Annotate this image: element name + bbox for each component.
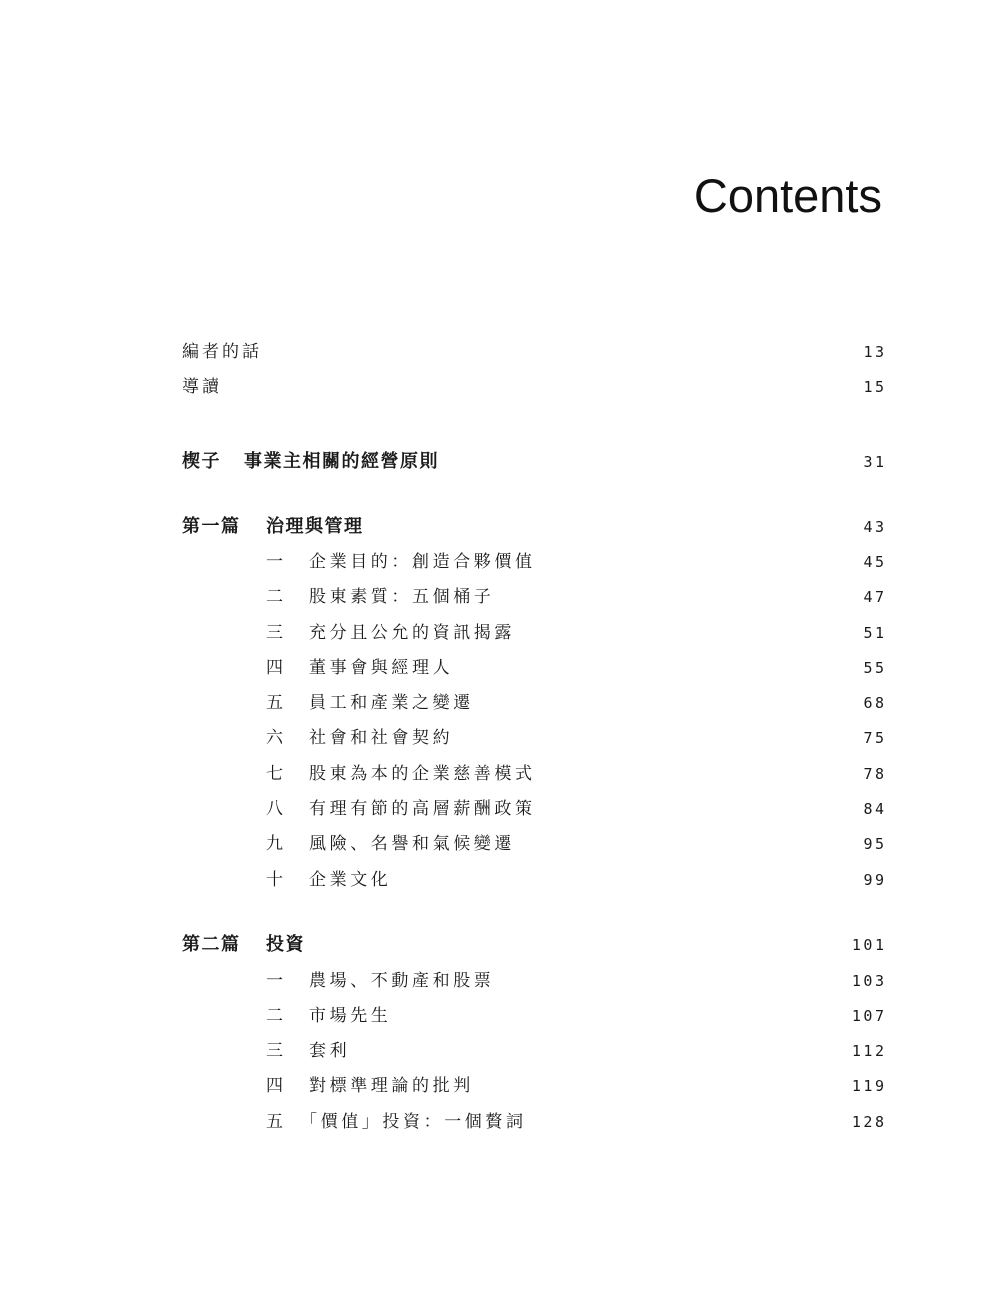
toc-section-part-2[interactable] (182, 931, 887, 959)
chapter-title: 市場先生 (309, 1006, 392, 1026)
section-title: 治理與管理 (266, 516, 364, 537)
toc-page-number: 107 (851, 1007, 887, 1025)
chapter-number: 一 (266, 552, 283, 572)
chapter-number: 三 (266, 1041, 283, 1061)
section-tag: 第一篇 (182, 516, 241, 537)
toc-chapter[interactable] (182, 619, 887, 647)
chapter-title: 有理有節的高層薪酬政策 (309, 799, 536, 819)
toc-chapter[interactable] (182, 866, 887, 894)
toc-chapter[interactable] (182, 689, 887, 717)
toc-page-number: 101 (851, 936, 887, 954)
chapter-number: 一 (266, 971, 283, 991)
toc-page-number: 15 (863, 378, 887, 396)
toc-chapter[interactable] (182, 583, 887, 611)
toc-chapter[interactable] (182, 795, 887, 823)
toc-page-number: 78 (863, 765, 887, 783)
toc-page-number: 75 (863, 729, 887, 747)
chapter-title: 企業目的：創造合夥價值 (309, 552, 536, 572)
toc-chapter[interactable] (182, 1108, 887, 1136)
chapter-number: 五 (266, 1112, 283, 1132)
chapter-title: 社會和社會契約 (309, 728, 454, 748)
chapter-number: 八 (266, 799, 283, 819)
page-title: Contents (693, 169, 882, 222)
toc-page-number: 119 (851, 1077, 887, 1095)
chapter-title: 充分且公允的資訊揭露 (309, 623, 515, 643)
toc-chapter[interactable] (182, 724, 887, 752)
toc-page-number: 128 (851, 1113, 887, 1131)
toc-page-number: 95 (863, 835, 887, 853)
toc-page-number: 43 (863, 518, 887, 536)
chapter-number: 九 (266, 834, 283, 854)
toc-chapter[interactable] (182, 654, 887, 682)
toc-chapter[interactable] (182, 1037, 887, 1065)
toc-page-number: 99 (863, 871, 887, 889)
chapter-number: 三 (266, 623, 283, 643)
chapter-title: 風險、名譽和氣候變遷 (309, 834, 515, 854)
toc-chapter[interactable] (182, 830, 887, 858)
section-title: 投資 (266, 934, 305, 955)
toc-chapter[interactable] (182, 548, 887, 576)
toc-page-number: 112 (851, 1042, 887, 1060)
chapter-number: 四 (266, 658, 283, 678)
chapter-title: 農場、不動產和股票 (309, 971, 495, 991)
chapter-title: 董事會與經理人 (309, 658, 454, 678)
chapter-title: 「價值」投資：一個贅詞 (300, 1112, 527, 1132)
toc-entry-editors-note[interactable] (182, 338, 887, 366)
toc-page-number: 84 (863, 800, 887, 818)
toc-chapter[interactable] (182, 967, 887, 995)
chapter-title: 股東為本的企業慈善模式 (309, 764, 536, 784)
chapter-number: 七 (266, 764, 283, 784)
toc-page-number: 103 (851, 972, 887, 990)
toc-page-number: 55 (863, 659, 887, 677)
toc-section-part-1[interactable] (182, 513, 887, 541)
toc-entry-label: 編者的話 (182, 342, 262, 362)
toc-chapter[interactable] (182, 1002, 887, 1030)
chapter-title: 對標準理論的批判 (309, 1076, 474, 1096)
chapter-number: 二 (266, 587, 283, 607)
toc-chapter[interactable] (182, 760, 887, 788)
chapter-number: 五 (266, 693, 283, 713)
chapter-number: 四 (266, 1076, 283, 1096)
section-tag: 楔子 (182, 451, 221, 472)
toc-entry-guide[interactable] (182, 373, 887, 401)
section-title: 事業主相關的經營原則 (244, 451, 439, 472)
toc-section-prologue[interactable] (182, 448, 887, 476)
chapter-title: 套利 (309, 1041, 351, 1061)
section-tag: 第二篇 (182, 934, 241, 955)
chapter-number: 六 (266, 728, 283, 748)
toc-page-number: 31 (863, 453, 887, 471)
toc-page-number: 68 (863, 694, 887, 712)
toc-page-number: 47 (863, 588, 887, 606)
chapter-number: 二 (266, 1006, 283, 1026)
toc-page-number: 45 (863, 553, 887, 571)
chapter-title: 股東素質：五個桶子 (309, 587, 495, 607)
toc-chapter[interactable] (182, 1072, 887, 1100)
chapter-title: 員工和產業之變遷 (309, 693, 474, 713)
toc-page-number: 51 (863, 624, 887, 642)
chapter-number: 十 (266, 870, 283, 890)
toc-page-number: 13 (863, 343, 887, 361)
toc-entry-label: 導讀 (182, 377, 222, 397)
chapter-title: 企業文化 (309, 870, 392, 890)
